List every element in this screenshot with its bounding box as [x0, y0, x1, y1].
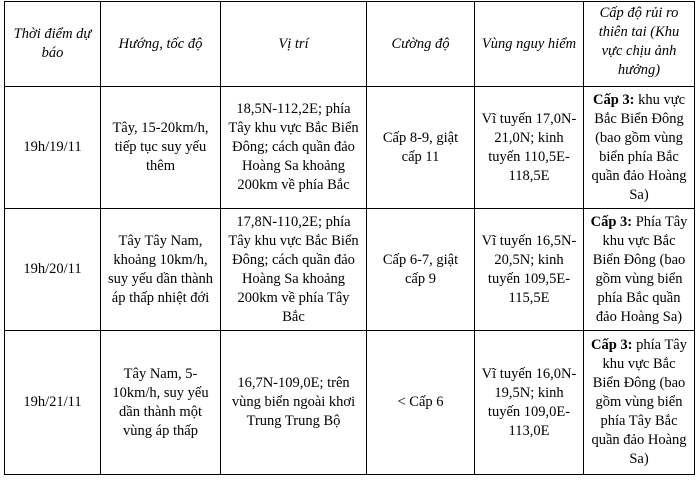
risk-level-area: phía Tây khu vực Bắc Biển Đông (bao gồm vùng biển phía Tây Bắc quần đảo Hoàng Sa) [591, 337, 687, 467]
header-risk-level: Cấp độ rủi ro thiên tai (Khu vực chịu ảnh hưởng) [584, 2, 695, 87]
risk-level-label: Cấp 3: [592, 91, 635, 108]
cell-risk-level [584, 331, 695, 475]
table-row [5, 87, 695, 209]
header-intensity: Cường độ [367, 2, 475, 87]
table-row [5, 331, 695, 475]
header-position: Vị trí [221, 2, 367, 87]
risk-level-area: Phía Tây khu vực Bắc Biển Đông (bao gồm vùng biển phía Bắc quần đảo Hoàng Sa) [592, 213, 688, 325]
header-time: Thời điểm dự báo [5, 2, 101, 87]
cell-risk-level [584, 87, 695, 209]
header-direction-speed: Hướng, tốc độ [101, 2, 221, 87]
risk-level-area: khu vực Bắc Biển Đông (bao gồm vùng biển phía Bắc quần đảo Hoàng Sa) [591, 91, 687, 203]
cell-position: 16,7N-109,0E; trên vùng biển ngoài khơi Trung Trung Bộ [221, 331, 367, 475]
cell-time: 19h/20/11 [5, 209, 101, 331]
cell-intensity: Cấp 8-9, giật cấp 11 [367, 87, 475, 209]
risk-level-label: Cấp 3: [591, 337, 633, 353]
cell-time: 19h/21/11 [5, 331, 101, 475]
cell-time: 19h/19/11 [5, 87, 101, 209]
header-row [5, 2, 695, 87]
cell-direction-speed: Tây Nam, 5-10km/h, suy yếu dần thành một vùng áp thấp [101, 331, 221, 475]
cell-direction-speed: Tây Tây Nam, khoảng 10km/h, suy yếu dần thành áp thấp nhiệt đới [101, 209, 221, 331]
cell-position: 17,8N-110,2E; phía Tây khu vực Bắc Biển Đông; cách quần đảo Hoàng Sa khoảng 200km về phía Tây Bắc [221, 209, 367, 331]
risk-level-label: Cấp 3: [590, 213, 633, 230]
cell-risk-level [584, 209, 695, 331]
cell-intensity: Cấp 6-7, giật cấp 9 [367, 209, 475, 331]
cell-position: 18,5N-112,2E; phía Tây khu vực Bắc Biển Đông; cách quần đảo Hoàng Sa khoảng 200km về phía Bắc [221, 87, 367, 209]
cell-danger-zone: Vĩ tuyến 16,0N-19,5N; kinh tuyến 109,0E-113,0E [475, 331, 584, 475]
cell-danger-zone: Vĩ tuyến 17,0N-21,0N; kinh tuyến 110,5E-118,5E [475, 87, 584, 209]
forecast-table [4, 1, 695, 475]
cell-direction-speed: Tây, 15-20km/h, tiếp tục suy yếu thêm [101, 87, 221, 209]
cell-danger-zone: Vĩ tuyến 16,5N-20,5N; kinh tuyến 109,5E-115,5E [475, 209, 584, 331]
cell-intensity: < Cấp 6 [367, 331, 475, 475]
table-row [5, 209, 695, 331]
header-danger-zone: Vùng nguy hiểm [475, 2, 584, 87]
